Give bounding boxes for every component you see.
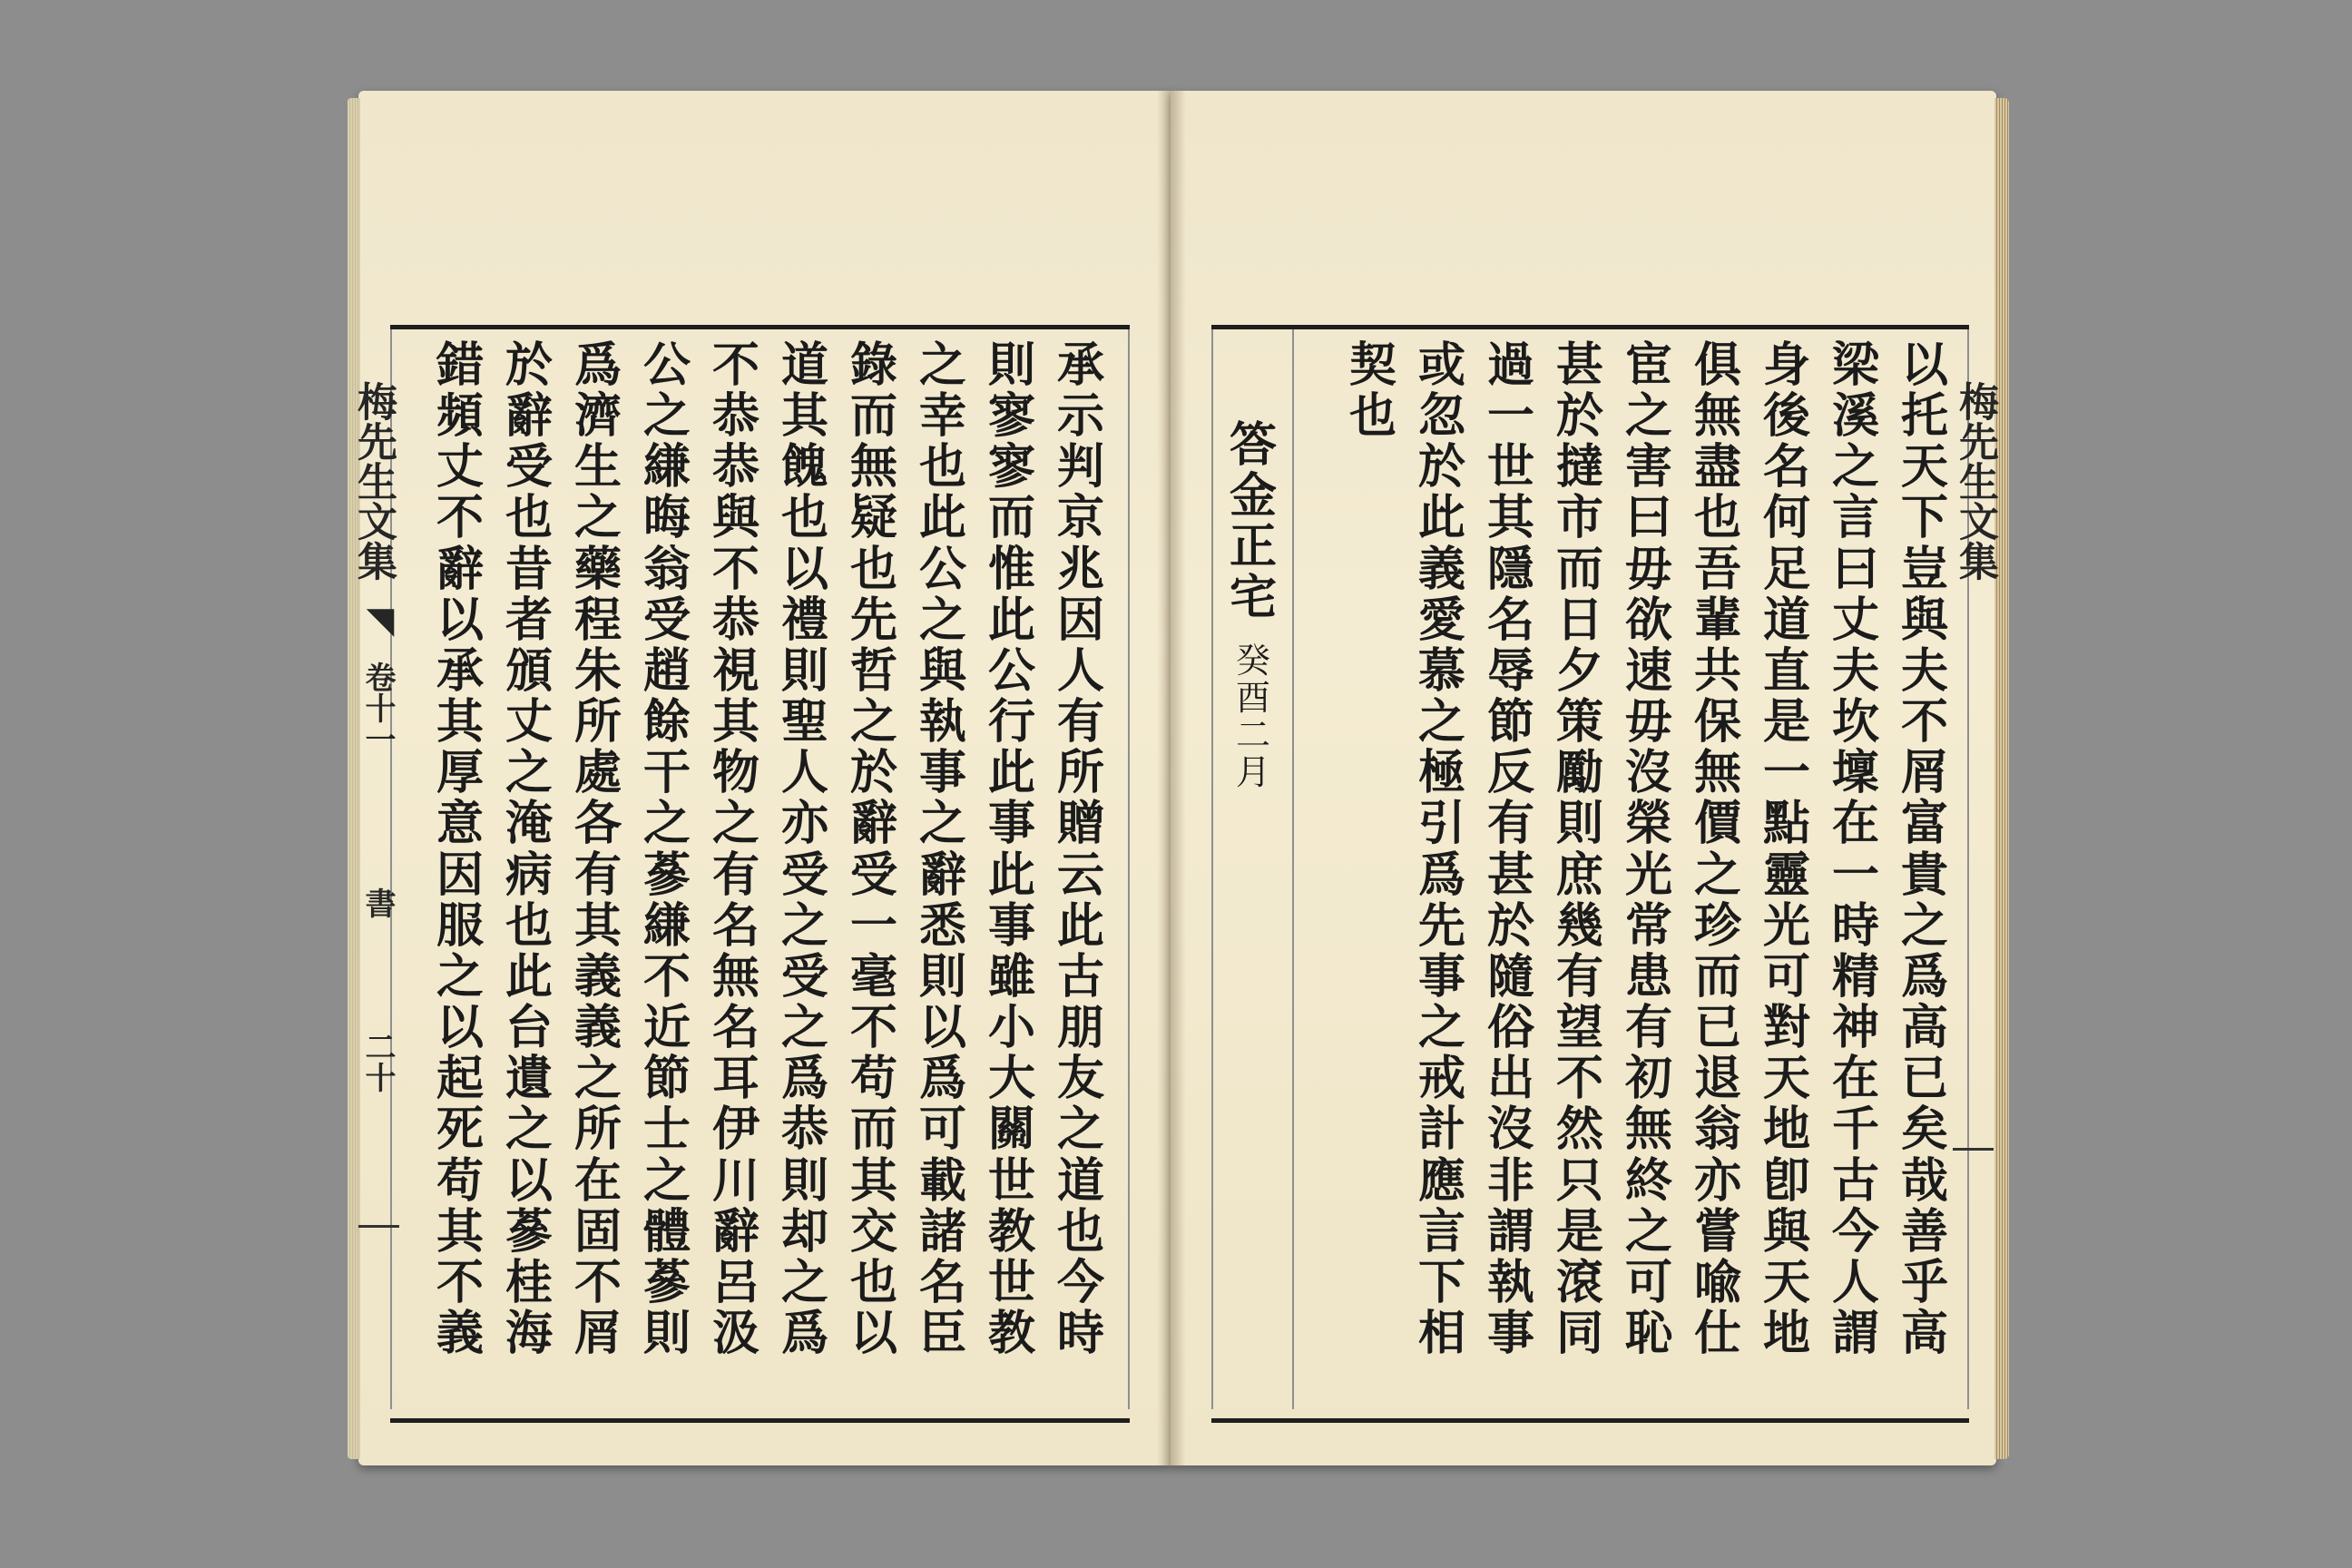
text-column: 以托天下豈與夫不屑富貴之爲高已矣哉善乎高 (1900, 338, 1948, 1361)
running-title: 梅先生文集 (1952, 381, 1998, 581)
text-column: 道其餽也以禮則聖人亦受之受之爲恭則却之爲 (780, 338, 828, 1361)
section-label: 書 (359, 887, 396, 918)
margin-mark (358, 1225, 399, 1228)
text-column: 契也 (1348, 338, 1396, 445)
text-column: 之幸也此公之與執事之辭悉則以爲可載諸名臣 (918, 338, 966, 1361)
text-column: 則寥寥而惟此公行此事此事雖小大關世教世教 (987, 338, 1035, 1361)
text-column: 身後名何足道直是一點靈光可對天地卽與天地 (1762, 338, 1810, 1361)
text-column: 俱無盡也吾輩共保無價之珍而已退翁亦嘗喩仕 (1693, 338, 1741, 1361)
running-title: 梅先生文集 (350, 381, 397, 581)
text-column: 梁溪之言曰丈夫坎壈在一時精神在千古今人謂 (1831, 338, 1879, 1361)
text-column: 宦之害曰毋欲速毋沒榮光常患有初無終之可恥 (1624, 338, 1672, 1361)
letter-title: 答金正宅 (1229, 417, 1277, 626)
text-column: 或忽於此義愛慕之極引爲先事之戒計應言下相 (1417, 338, 1465, 1361)
open-book (350, 91, 1998, 1465)
right-page (1171, 91, 1996, 1465)
text-column: 爲濟生之藥程朱所處各有其義義之所在固不屑 (573, 338, 622, 1361)
left-text-frame (390, 325, 1130, 1423)
text-column: 承示判京兆因人有所贈云此古朋友之道也今時 (1056, 338, 1104, 1361)
page-edges-right (1994, 98, 2009, 1459)
text-column: 甚於撻市而日夕策勵則庶幾有望不然只是滾同 (1555, 338, 1603, 1361)
book-gutter (1157, 91, 1186, 1465)
text-column: 於辭受也昔者頒丈之淹病也此台遺之以蔘桂海 (505, 338, 553, 1361)
letter-date: 癸酉二月 (1235, 641, 1270, 793)
column-rule (1211, 329, 1213, 1409)
leaf-number: 二十 (359, 1031, 396, 1093)
left-page (350, 91, 1171, 1465)
right-text-frame (1211, 325, 1969, 1423)
text-column: 公之縑晦翁受趙餘干之蔘縑不近節士之體蔘則 (642, 338, 691, 1361)
text-column: 錄而無疑也先哲之於辭受一毫不苟而其交也以 (849, 338, 897, 1361)
fishtail-mark: ◥ (366, 599, 395, 642)
page-edges-left (348, 98, 360, 1459)
margin-mark (1953, 1148, 1994, 1151)
column-rule (1292, 329, 1294, 1409)
juan-number: 卷十一 (359, 662, 396, 754)
text-column: 不恭恭與不恭視其物之有名無名耳伊川辭呂汲 (711, 338, 760, 1361)
column-rule (1128, 329, 1130, 1409)
text-column: 錯頻丈不辭以承其厚意因服之以起死苟其不義 (436, 338, 484, 1361)
text-column: 過一世其隱名辱節反有甚於隨俗出沒非謂執事 (1486, 338, 1534, 1361)
